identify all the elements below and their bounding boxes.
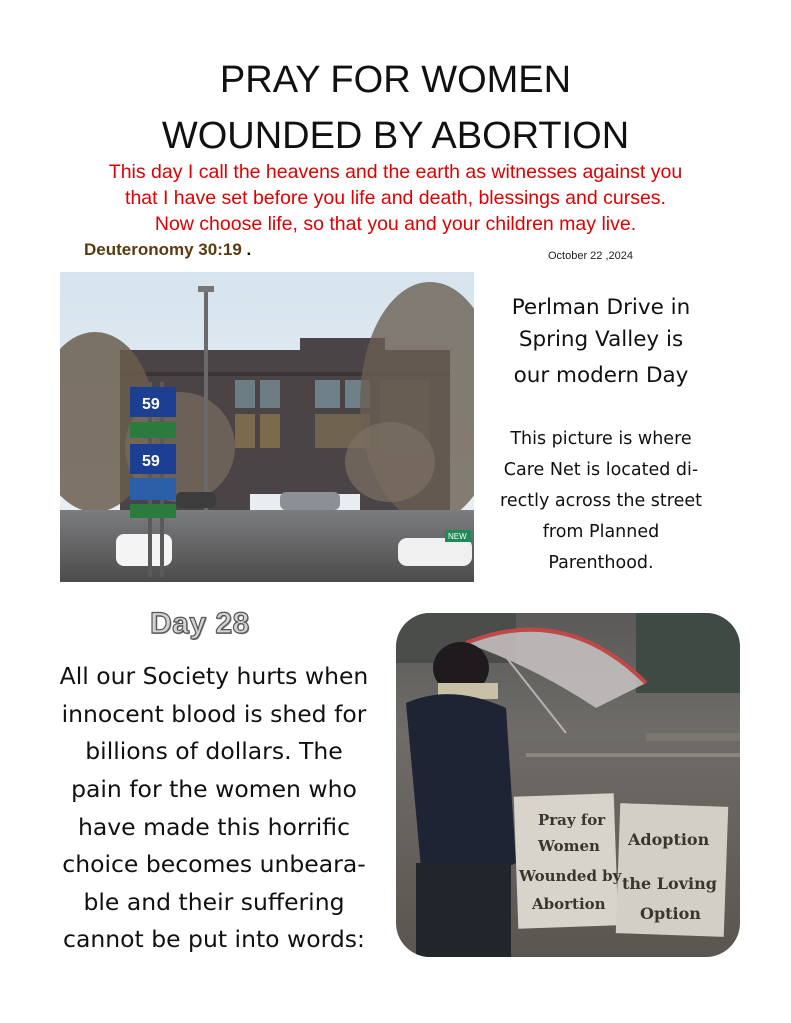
page-title-line-2: WOUNDED BY ABORTION: [161, 115, 630, 157]
left-body-line-5: have made this horrific: [77, 813, 351, 841]
protest-photo-image: [396, 613, 740, 957]
right-body-line-2: Care Net is located di-: [503, 460, 699, 480]
sign-right-line-2: the Loving: [622, 874, 717, 893]
sign-left-line-3: Wounded by: [519, 867, 622, 885]
day-label: Day 28: [150, 607, 250, 640]
sign-left-line-4: Abortion: [532, 895, 606, 913]
sign-right-line-3: Option: [640, 904, 701, 923]
left-body-line-3: billions of dollars. The: [85, 737, 343, 765]
left-body-line-4: pain for the women who: [71, 775, 357, 803]
right-body-line-5: Parenthood.: [548, 553, 654, 573]
scripture-reference-text: Deuteronomy 30:19: [84, 240, 242, 259]
left-body-line-2: innocent blood is shed for: [61, 700, 367, 728]
building-photo-image: [60, 272, 474, 582]
verse-line-1: This day I call the heavens and the earth as witnesses against you: [108, 161, 683, 183]
scripture-reference: [84, 240, 251, 260]
left-body-line-8: cannot be put into words:: [63, 925, 365, 953]
left-body-line-1: All our Society hurts when: [59, 662, 369, 690]
date-label: October 22 ,2024: [548, 250, 634, 262]
right-body-line-4: from Planned: [542, 522, 660, 542]
right-body-line-3: rectly across the street: [500, 491, 702, 511]
building-photo: [60, 272, 474, 582]
street-sign: NEW: [448, 532, 467, 541]
right-heading-line-3: our modern Day: [513, 363, 689, 388]
right-heading-line-2: Spring Valley is: [518, 327, 684, 352]
sign-left-line-2: Women: [538, 837, 600, 855]
scripture-reference-period: .: [246, 240, 252, 259]
verse-line-3: Now choose life, so that you and your children may live.: [154, 213, 637, 235]
right-heading-line-1: Perlman Drive in: [511, 295, 691, 320]
verse-line-2: that I have set before you life and death, blessings and curses.: [125, 187, 666, 209]
route-sign-2: 59: [142, 453, 160, 470]
sign-left-line-1: Pray for: [538, 811, 606, 829]
left-body-line-7: ble and their suffering: [83, 888, 345, 916]
route-sign-1: 59: [142, 396, 160, 413]
right-body-line-1: This picture is where: [510, 429, 692, 449]
sign-right-line-1: Adoption: [628, 830, 710, 849]
page-title-line-1: PRAY FOR WOMEN: [219, 59, 572, 101]
protest-photo: [396, 613, 740, 957]
left-body-line-6: choice becomes unbeara-: [62, 850, 366, 878]
